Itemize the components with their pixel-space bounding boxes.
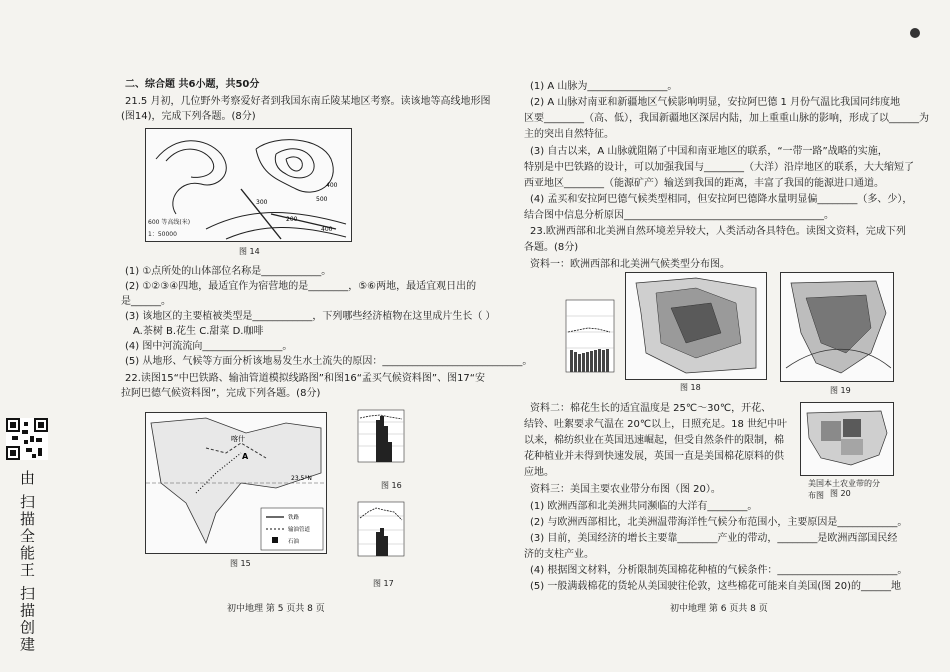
side-watermark: 由 扫描全能王 扫描创建 — [18, 470, 36, 654]
contour-label: 300 — [256, 199, 268, 206]
figure-20-title: 美国本土农业带的分布图 — [808, 479, 880, 500]
q23-material-2-line-4: 花种植业并未得到快速发展，英国一直是美国棉花原料的供 — [524, 451, 784, 462]
q23-intro2: 各题。(8分) — [524, 242, 579, 253]
q23-item-5: (5) 一般满载棉花的货轮从美国驶往伦敦，这些棉花可能来自美国(图 20)的______地 — [530, 581, 902, 592]
contour-label: 400 — [321, 226, 333, 233]
figure-14-contour-map — [145, 128, 352, 242]
figure-17-climate-chart — [350, 494, 412, 568]
figure-15-caption: 图 15 — [230, 559, 251, 568]
q23-material-2-line-1: 资料二：棉花生长的适宜温度是 25℃～30℃，开花、 — [530, 403, 772, 414]
q21-item-2b: 是______。 — [121, 296, 171, 307]
figure-18-caption: 图 18 — [680, 383, 701, 392]
q23-intro: 23.欧洲西部和北美洲自然环境差异较大，人类活动各具特色。读图文资料，完成下列 — [530, 226, 906, 237]
figure-18-europe-map — [625, 272, 767, 380]
scan-mark — [910, 28, 920, 38]
figure-19-caption: 图 19 — [830, 386, 851, 395]
q23-material-3: 资料三：美国主要农业带分布图（图 20）。 — [530, 484, 721, 495]
figure-20-caption: 图 20 — [830, 489, 851, 498]
left-page — [115, 0, 533, 672]
q22-cont-6: 特别是中巴铁路的设计，可以加强我国与________（大洋）沿岸地区的联系，大大缩短了 — [524, 162, 914, 173]
legend-oil: 石油 — [288, 539, 300, 545]
right-page — [524, 0, 929, 672]
q22-cont-7: 西亚地区________（能源矿产）输送到我国的距离，丰富了我国的能源进口通道。 — [524, 178, 884, 189]
contour-label: 400 — [326, 182, 338, 189]
q21-intro: 21.5 月初，几位野外考察爱好者到我国东南丘陵某地区考察。读该地等高线地形图 — [125, 96, 491, 107]
figure-17-caption: 图 17 — [373, 579, 394, 588]
qr-code-icon — [6, 418, 48, 460]
map-label-tropic: 23.5°N — [291, 475, 312, 482]
q23-item-2: (2) 与欧洲西部相比，北美洲温带海洋性气候分布范围小，主要原因是____________。 — [530, 517, 908, 528]
q23-material-1: 资料一：欧洲西部和北美洲气候类型分布图。 — [530, 259, 730, 270]
figure-20-us-agriculture-map — [800, 402, 894, 476]
q21-item-4: (4) 图中河流流向________________。 — [125, 341, 293, 352]
q21-intro2: (图14)，完成下列各题。(8分) — [121, 111, 256, 122]
q23-item-4: (4) 根据图文材料，分析限制英国棉花种植的气候条件：________________________。 — [530, 565, 908, 576]
section-heading: 二、综合题 共6小题，共50分 — [125, 79, 260, 90]
q23-material-2-line-5: 应地。 — [524, 467, 554, 478]
figure-14-caption: 图 14 — [239, 247, 260, 256]
q22-intro2: 拉阿巴德气候资料图”，完成下列各题。(8分) — [121, 388, 321, 399]
map-label-a: A — [242, 452, 249, 461]
map-legend: 600 等高线(米) — [148, 219, 191, 226]
q22-cont-3: 区要________（高、低），我国新疆地区深居内陆，加上重重山脉的影响，形成了以______为 — [524, 113, 929, 124]
map-label-kashgar: 喀什 — [231, 435, 245, 443]
q23-material-2-line-3: 以来，棉纺织业在英国迅速崛起，但受自然条件的限制，棉 — [524, 435, 784, 446]
q22-cont-9: 结合图中信息分析原因________________________________________。 — [524, 210, 834, 221]
figure-16-caption: 图 16 — [381, 481, 402, 490]
q22-cont-2: (2) A 山脉对南亚和新疆地区气候影响明显，安拉阿巴德 1 月份气温比我国同纬度地 — [530, 97, 901, 108]
figure-18-climate-chart — [560, 292, 622, 384]
q22-cont-4: 主的突出自然特征。 — [524, 129, 614, 140]
right-footer: 初中地理 第 6 页共 8 页 — [670, 604, 768, 614]
q21-item-5: (5) 从地形、气候等方面分析该地易发生水土流失的原因：____________________________。 — [125, 356, 533, 367]
q21-item-1: (1) ①点所处的山体部位名称是____________。 — [125, 266, 332, 277]
q21-item-3: (3) 该地区的主要植被类型是____________，下列哪些经济植物在这里成片生长（ ） — [125, 311, 496, 322]
q22-cont-1: (1) A 山脉为________________。 — [530, 81, 678, 92]
q21-item-3-options: A.茶树 B.花生 C.甜菜 D.咖啡 — [133, 326, 264, 337]
q23-item-1: (1) 欧洲西部和北美洲共同濒临的大洋有________。 — [530, 501, 758, 512]
q23-item-3: (3) 目前，美国经济的增长主要靠________产业的带动，________是欧洲西部国民经 — [530, 533, 898, 544]
map-scale: 1：50000 — [148, 231, 177, 238]
left-footer: 初中地理 第 5 页共 8 页 — [227, 604, 325, 614]
contour-label: 500 — [316, 196, 328, 203]
q23-item-3b: 济的支柱产业。 — [524, 549, 594, 560]
legend-railway: 铁路 — [288, 515, 300, 521]
figure-19-north-america-map — [780, 272, 894, 382]
q22-cont-8: (4) 孟买和安拉阿巴德气候类型相同，但安拉阿巴德降水量明显偏________（多、少）， — [530, 194, 913, 205]
q22-intro: 22.读图15“中巴铁路、输油管道模拟线路图”和图16“孟买气候资料图”、图17“安 — [125, 373, 485, 384]
q23-material-2-line-2: 结铃、吐絮要求气温在 20℃以上，日照充足。18 世纪中叶 — [524, 419, 788, 430]
q21-item-2: (2) ①②③④四地，最适宜作为宿营地的是________，⑤⑥两地，最适宜观日出的 — [125, 281, 477, 292]
figure-16-climate-chart — [350, 402, 412, 474]
legend-pipeline: 输油管道 — [288, 527, 311, 533]
figure-15-route-map — [145, 412, 327, 554]
contour-label: 200 — [286, 216, 298, 223]
q22-cont-5: (3) 自古以来，A 山脉就阻隔了中国和南亚地区的联系，“一带一路”战略的实施， — [530, 146, 888, 157]
